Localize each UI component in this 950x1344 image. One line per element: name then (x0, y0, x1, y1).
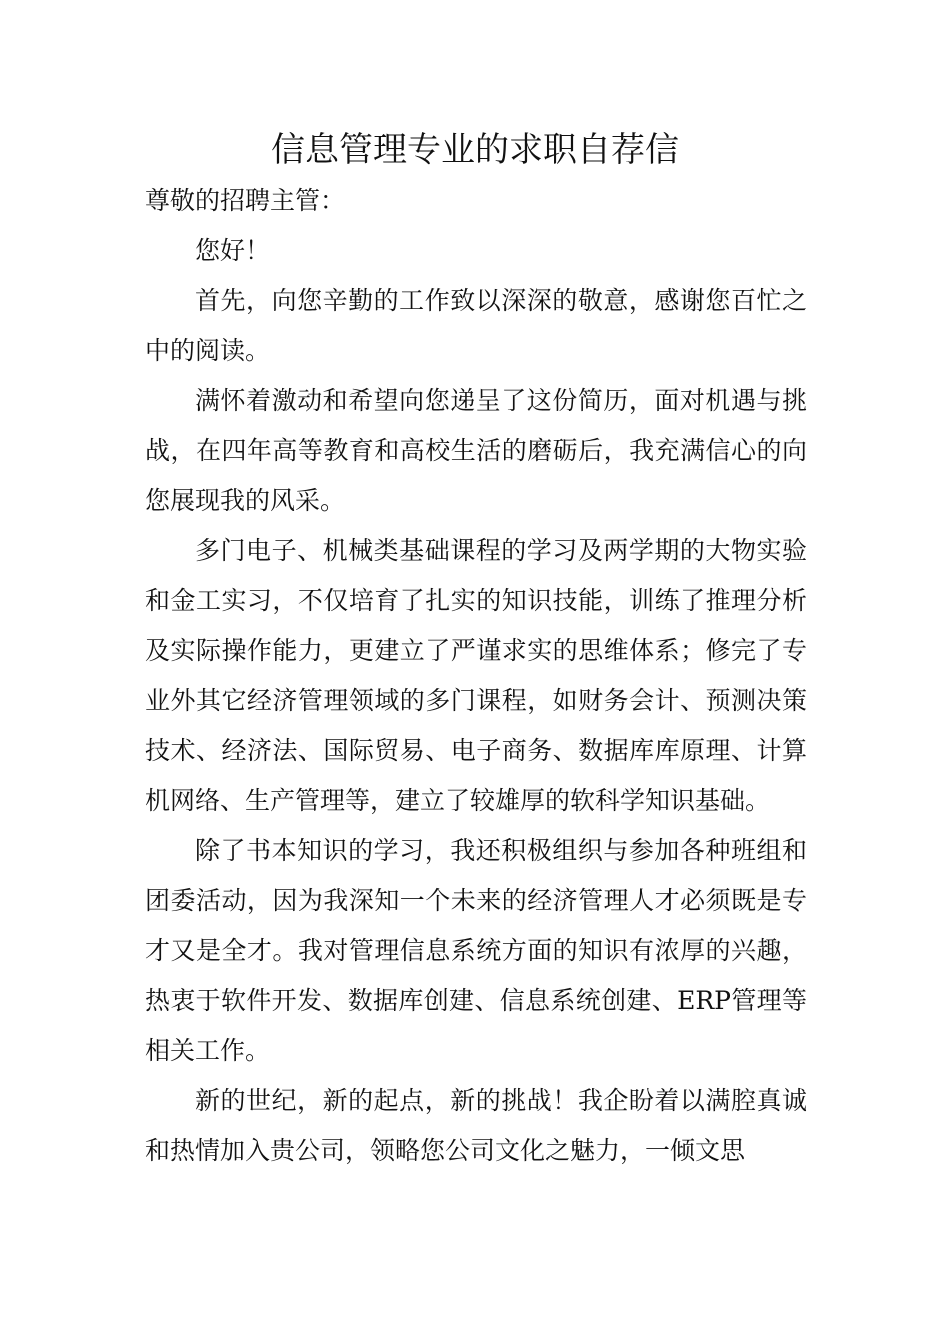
paragraph-intro: 满怀着激动和希望向您递呈了这份简历，面对机遇与挑战，在四年高等教育和高校生活的磨砺后，我充满信心的向您展现我的风采。 (145, 386, 807, 515)
paragraph-education: 多门电子、机械类基础课程的学习及两学期的大物实验和金工实习，不仅培育了扎实的知识技能，训练了推理分析及实际操作能力，更建立了严谨求实的思维体系；修完了专业外其它经济管理领域的多门课程，如财务会计、预测决策技术、经济法、国际贸易、电子商务、数据库库原理、计算机网络、生产管理等，建立了较雄厚的软科学知识基础。 (145, 536, 807, 815)
paragraph-closing: 新的世纪，新的起点，新的挑战！我企盼着以满腔真诚和热情加入贵公司，领略您公司文化之魅力，一倾文思 (145, 1086, 807, 1165)
paragraph-thanks: 首先，向您辛勤的工作致以深深的敬意，感谢您百忙之中的阅读。 (145, 286, 807, 365)
letter-body (145, 176, 807, 1176)
document-title: 信息管理专业的求职自荐信 (271, 130, 679, 170)
paragraph-greeting: 您好！ (195, 236, 271, 265)
paragraph-activities: 除了书本知识的学习，我还积极组织与参加各种班组和团委活动，因为我深知一个未来的经济管理人才必须既是专才又是全才。我对管理信息系统方面的知识有浓厚的兴趣，热衷于软件开发、数据库创建、信息系统创建、ERP管理等相关工作。 (145, 836, 807, 1065)
salutation: 尊敬的招聘主管： (145, 186, 346, 215)
